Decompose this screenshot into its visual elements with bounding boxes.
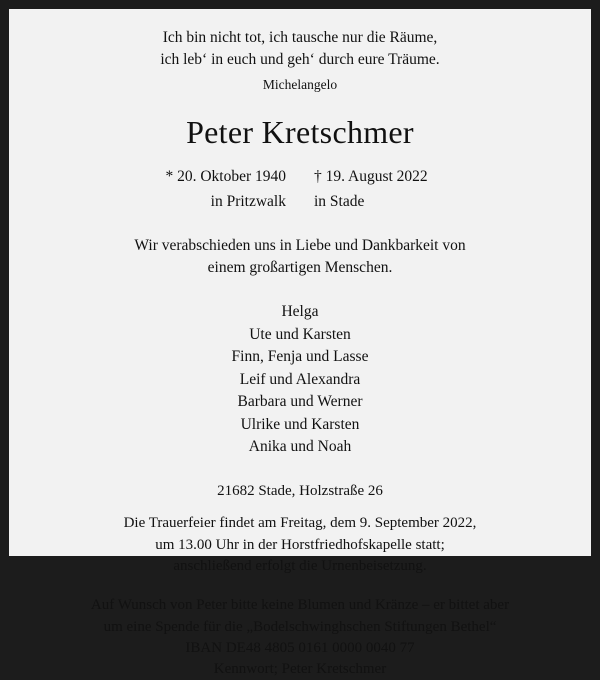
donation-request [49,595,551,680]
list-item: Helga [281,303,319,321]
farewell-line-2: einem großartigen Menschen. [207,259,393,277]
farewell-line-1: Wir verabschieden uns in Liebe und Dankbarkeit von [134,237,466,255]
birth-place: in Pritzwalk [210,192,286,210]
list-item: Anika und Noah [248,438,352,456]
deceased-name: Peter Kretschmer [186,114,414,151]
address-line: 21682 Stade, Holzstraße 26 [217,482,383,499]
service-details [49,513,551,577]
list-item: Barbara und Werner [237,393,363,411]
list-item: Ulrike und Karsten [240,415,360,433]
epitaph-line-2: ich leb‘ in euch und geh‘ durch eure Träume. [160,51,440,68]
list-item: Finn, Fenja und Lasse [231,348,369,366]
obituary-card [9,9,591,678]
donation-iban: IBAN DE48 4805 0161 0000 0040 77 [185,639,415,656]
death-place: in Stade [314,192,365,210]
epitaph-verse [49,27,551,71]
dates-row [49,166,551,188]
service-line-2: um 13.00 Uhr in der Horstfriedhofskapelle statt; [155,536,445,553]
mourners-list [49,301,551,458]
list-item: Leif und Alexandra [239,370,361,388]
birth-date: * 20. Oktober 1940 [165,168,286,186]
service-line-3: anschließend erfolgt die Urnenbeisetzung. [173,558,427,574]
epitaph-line-1: Ich bin nicht tot, ich tausche nur die Räume, [162,29,438,46]
donation-line-2: um eine Spende für die „Bodelschwinghschen Stiftungen Bethel“ [103,618,497,635]
death-date: † 19. August 2022 [314,168,428,186]
donation-line-1: Auf Wunsch von Peter bitte keine Blumen und Kränze – er bittet aber [90,597,510,614]
farewell-text [49,235,551,279]
list-item: Ute und Karsten [249,325,351,343]
donation-reference: Kennwort; Peter Kretschmer [213,661,387,678]
places-row [49,191,551,213]
life-dates [49,166,551,213]
epitaph-attribution: Michelangelo [262,77,338,92]
service-line-1: Die Trauerfeier findet am Freitag, dem 9. September 2022, [123,515,477,532]
